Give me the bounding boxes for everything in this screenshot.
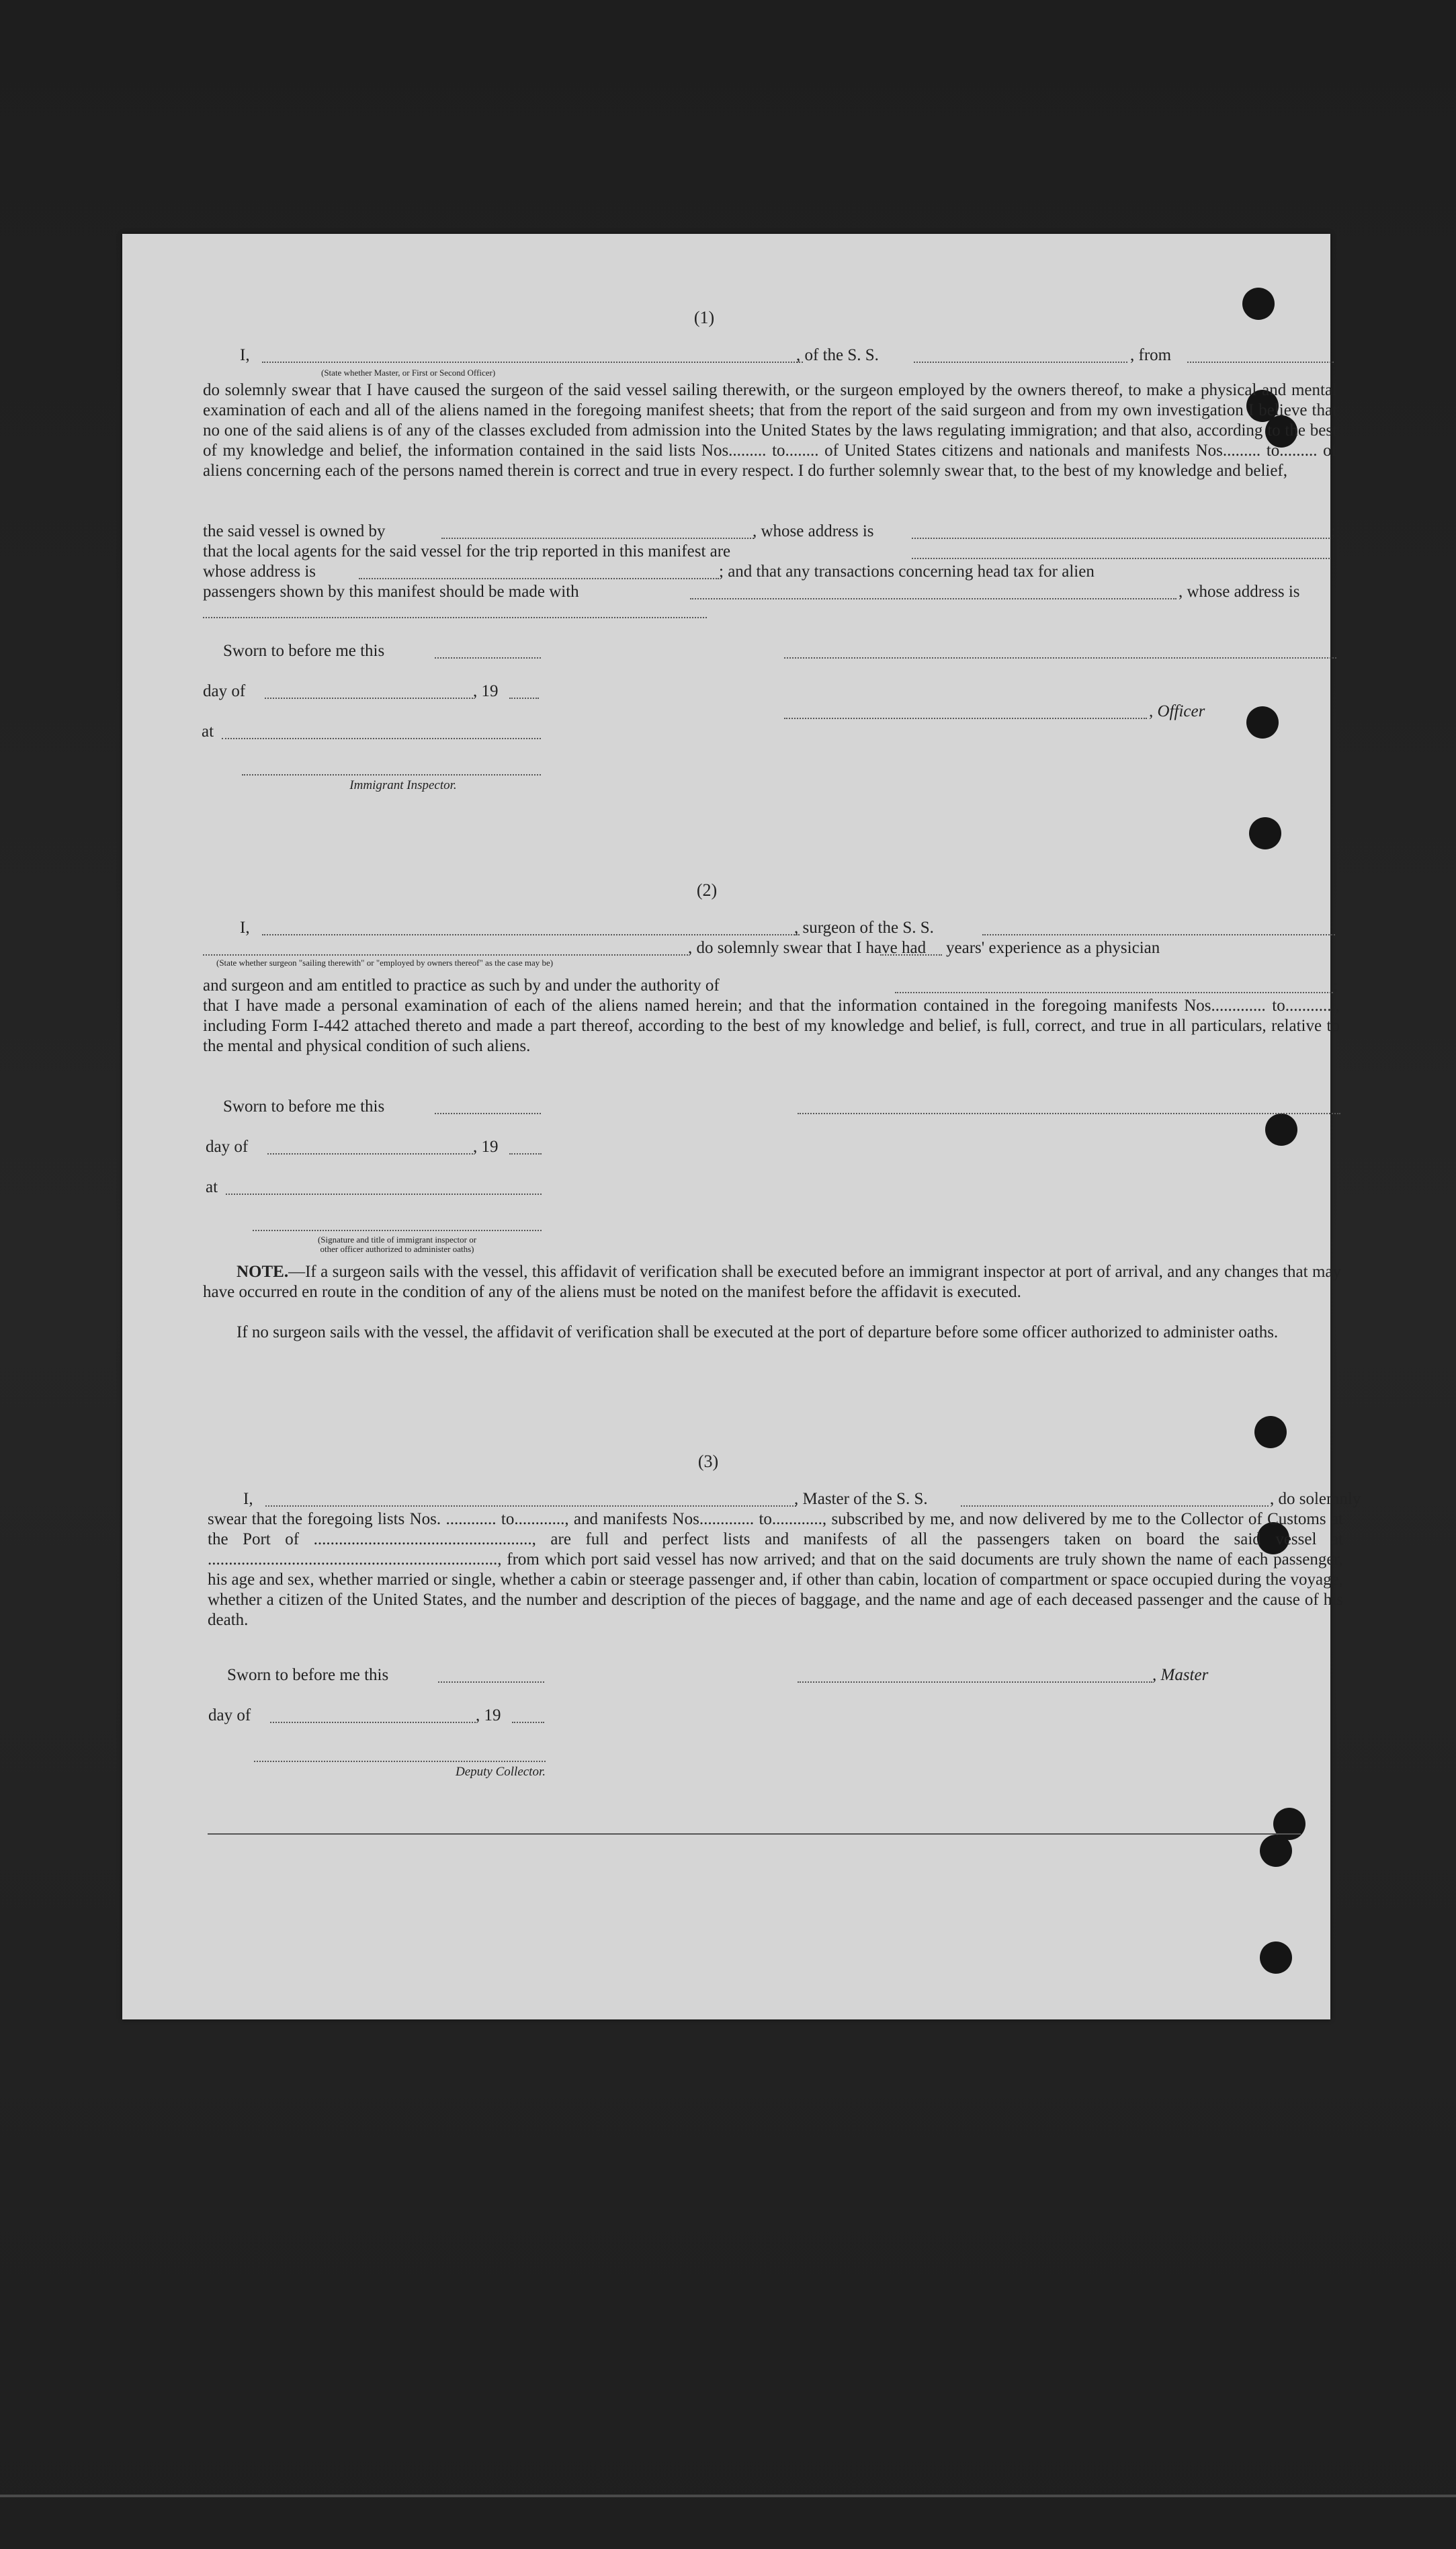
field-caption: (State whether Master, or First or Second Officer) — [321, 368, 496, 378]
officer-line — [784, 718, 1147, 719]
blank-owner — [441, 538, 754, 539]
day-of-label: day of — [208, 1706, 251, 1724]
section-number: (2) — [696, 880, 718, 900]
punch-hole — [1249, 817, 1281, 849]
signature-line — [784, 657, 1336, 659]
year-label: , 19 — [476, 1706, 501, 1724]
surgeon-label: , surgeon of the S. S. — [794, 919, 934, 937]
blank-year — [509, 698, 539, 699]
punch-hole — [1265, 1114, 1297, 1146]
passengers-label: passengers shown by this manifest should be made with — [203, 583, 579, 601]
collector-title: Deputy Collector. — [455, 1765, 546, 1779]
line-prefix: I, — [243, 1490, 253, 1508]
official-caption — [253, 1235, 542, 1254]
sworn-label: Sworn to before me this — [223, 1097, 385, 1116]
inspector-signature-line — [242, 774, 541, 776]
master-label: , Master of the S. S. — [794, 1490, 928, 1508]
blank-month — [270, 1722, 476, 1723]
solemnly-text: , do solemnly — [1270, 1490, 1361, 1508]
blank-authority — [895, 992, 1333, 993]
scan-edge-line — [0, 2495, 1456, 2497]
at-label: at — [202, 722, 214, 741]
swear-text: , do solemnly swear that I have had — [688, 939, 927, 957]
inspector-title: Immigrant Inspector. — [349, 778, 457, 792]
blank-year — [509, 1153, 542, 1155]
oath-body: swear that the foregoing lists Nos. ............ to............, and manifests Nos............. to............, subscribed by me, and now delivered by me to the Collector of Customs at the Port of ...................................................., are full and perfect lists and manifests of all the passengers taken on board the said vessel at ....................................................................., from which port said vessel has now arrived; and that on the said documents are truly shown the name of each passenger, his age and sex, whether married or single, whether a cabin or steerage passenger and, if other than cabin, location of compartment or space occupied during the voyage, whether a citizen of the United States, and the number and description of the pieces of baggage, and the name and age of each deceased passenger and the cause of his death. — [208, 1510, 1343, 1629]
authority-label: and surgeon and am entitled to practice as such by and under the authority of — [203, 976, 720, 995]
vessel-label: , of the S. S. — [796, 346, 879, 364]
officer-label: , Officer — [1149, 702, 1205, 720]
blank-vessel-name — [982, 934, 1335, 935]
collector-signature-line — [254, 1761, 546, 1762]
experience-text: years' experience as a physician — [946, 939, 1160, 957]
oath-body: do solemnly swear that I have caused the surgeon of the said vessel sailing therewith, or the surgeon employed by the owners thereof, to make a physical and mental examination of each and all of the aliens named in the foregoing manifest sheets; that from the report of the said surgeon and from my own investigation I believe that no one of the said aliens is of any of the classes excluded from admission into the United States by the laws regulating immigration; and that also, according to the best of my knowledge and belief, the information contained in the said lists Nos......... to........ of United States citizens and nationals and manifests Nos......... to......... of aliens concerning each of the persons named therein is correct and true in every respect. I do further solemnly swear that, to the best of my knowledge and belief, — [203, 381, 1337, 480]
blank-years — [880, 954, 942, 956]
blank-from-port — [1187, 362, 1334, 363]
day-of-label: day of — [206, 1138, 249, 1156]
punch-hole — [1260, 1835, 1292, 1867]
blank-vessel-name — [914, 362, 1127, 363]
blank-master-name — [265, 1505, 796, 1507]
line-prefix: I, — [240, 346, 250, 364]
punch-hole — [1254, 1416, 1287, 1448]
blank-month — [265, 698, 473, 699]
blank-head-tax-contact — [690, 598, 1176, 599]
caption-line-2: other officer authorized to administer oaths) — [320, 1244, 474, 1254]
blank-surgeon-name — [262, 934, 800, 935]
blank-at-place — [222, 738, 541, 739]
owned-label: the said vessel is owned by — [203, 522, 386, 540]
blank-at-place — [226, 1194, 542, 1195]
oath-body: that I have made a personal examination of each of the aliens named herein; and that the information contained in the foregoing manifests Nos............. to............, including Form I-442 attached thereto and made a part thereof, according to the best of my knowledge and belief, is full, correct, and true in all particulars, relative to the mental and physical condition of such aliens. — [203, 997, 1340, 1055]
whose-address-label: whose address is — [203, 562, 316, 581]
punch-hole — [1242, 288, 1275, 320]
note-label: NOTE. — [237, 1263, 289, 1281]
sworn-label: Sworn to before me this — [227, 1666, 389, 1684]
blank-sailing-status — [203, 954, 688, 956]
master-title: , Master — [1152, 1666, 1209, 1684]
day-of-label: day of — [203, 682, 246, 700]
year-label: , 19 — [473, 682, 499, 700]
from-label: , from — [1130, 346, 1172, 364]
whose-address-label: , whose address is — [1179, 583, 1300, 601]
year-label: , 19 — [473, 1138, 499, 1156]
master-signature-line — [798, 1681, 1152, 1683]
caption-line-1: (Signature and title of immigrant inspector or — [317, 1235, 477, 1245]
at-label: at — [206, 1178, 218, 1196]
semicolon: ; — [1331, 522, 1336, 540]
blank-sworn-day — [435, 1113, 541, 1114]
surgeon-signature-line — [798, 1113, 1340, 1114]
blank-owner-address — [912, 538, 1330, 539]
manifest-affidavit-page — [122, 234, 1361, 2019]
section-number: (3) — [697, 1452, 719, 1471]
agents-label: that the local agents for the said vessel for the trip reported in this manifest are — [203, 542, 731, 560]
punch-hole — [1246, 706, 1279, 739]
section-number: (1) — [693, 308, 715, 327]
whose-address-label: , whose address is — [753, 522, 874, 540]
blank-vessel-name — [961, 1505, 1269, 1507]
semicolon: ; — [1333, 976, 1338, 995]
official-signature-line — [253, 1230, 542, 1231]
blank-year — [512, 1722, 544, 1723]
blank-contact-address — [203, 617, 707, 618]
blank-month — [267, 1153, 473, 1155]
blank-sworn-day — [438, 1681, 544, 1683]
field-caption: (State whether surgeon "sailing therewith" or "employed by owners thereof" as the case may be) — [216, 958, 554, 968]
note-paragraph-2: If no surgeon sails with the vessel, the affidavit of verification shall be executed at the port of departure before some officer authorized to administer oaths. — [237, 1323, 1279, 1341]
head-tax-text: ; and that any transactions concerning head tax for alien — [719, 562, 1095, 581]
note-paragraph — [203, 1262, 1341, 1302]
punch-hole — [1260, 1941, 1292, 1974]
blank-agents-address — [359, 578, 719, 579]
blank-agents — [912, 558, 1330, 559]
blank-sworn-day — [435, 657, 541, 659]
line-prefix: I, — [240, 919, 250, 937]
blank-master-officer — [262, 362, 803, 363]
sworn-label: Sworn to before me this — [223, 642, 385, 660]
note-text: —If a surgeon sails with the vessel, this affidavit of verification shall be executed before an immigrant inspector at port of arrival, and any changes that may have occurred en route in the condition of any of the aliens must be noted on the manifest before the affidavit is executed. — [203, 1263, 1341, 1301]
section-divider — [208, 1833, 1301, 1835]
